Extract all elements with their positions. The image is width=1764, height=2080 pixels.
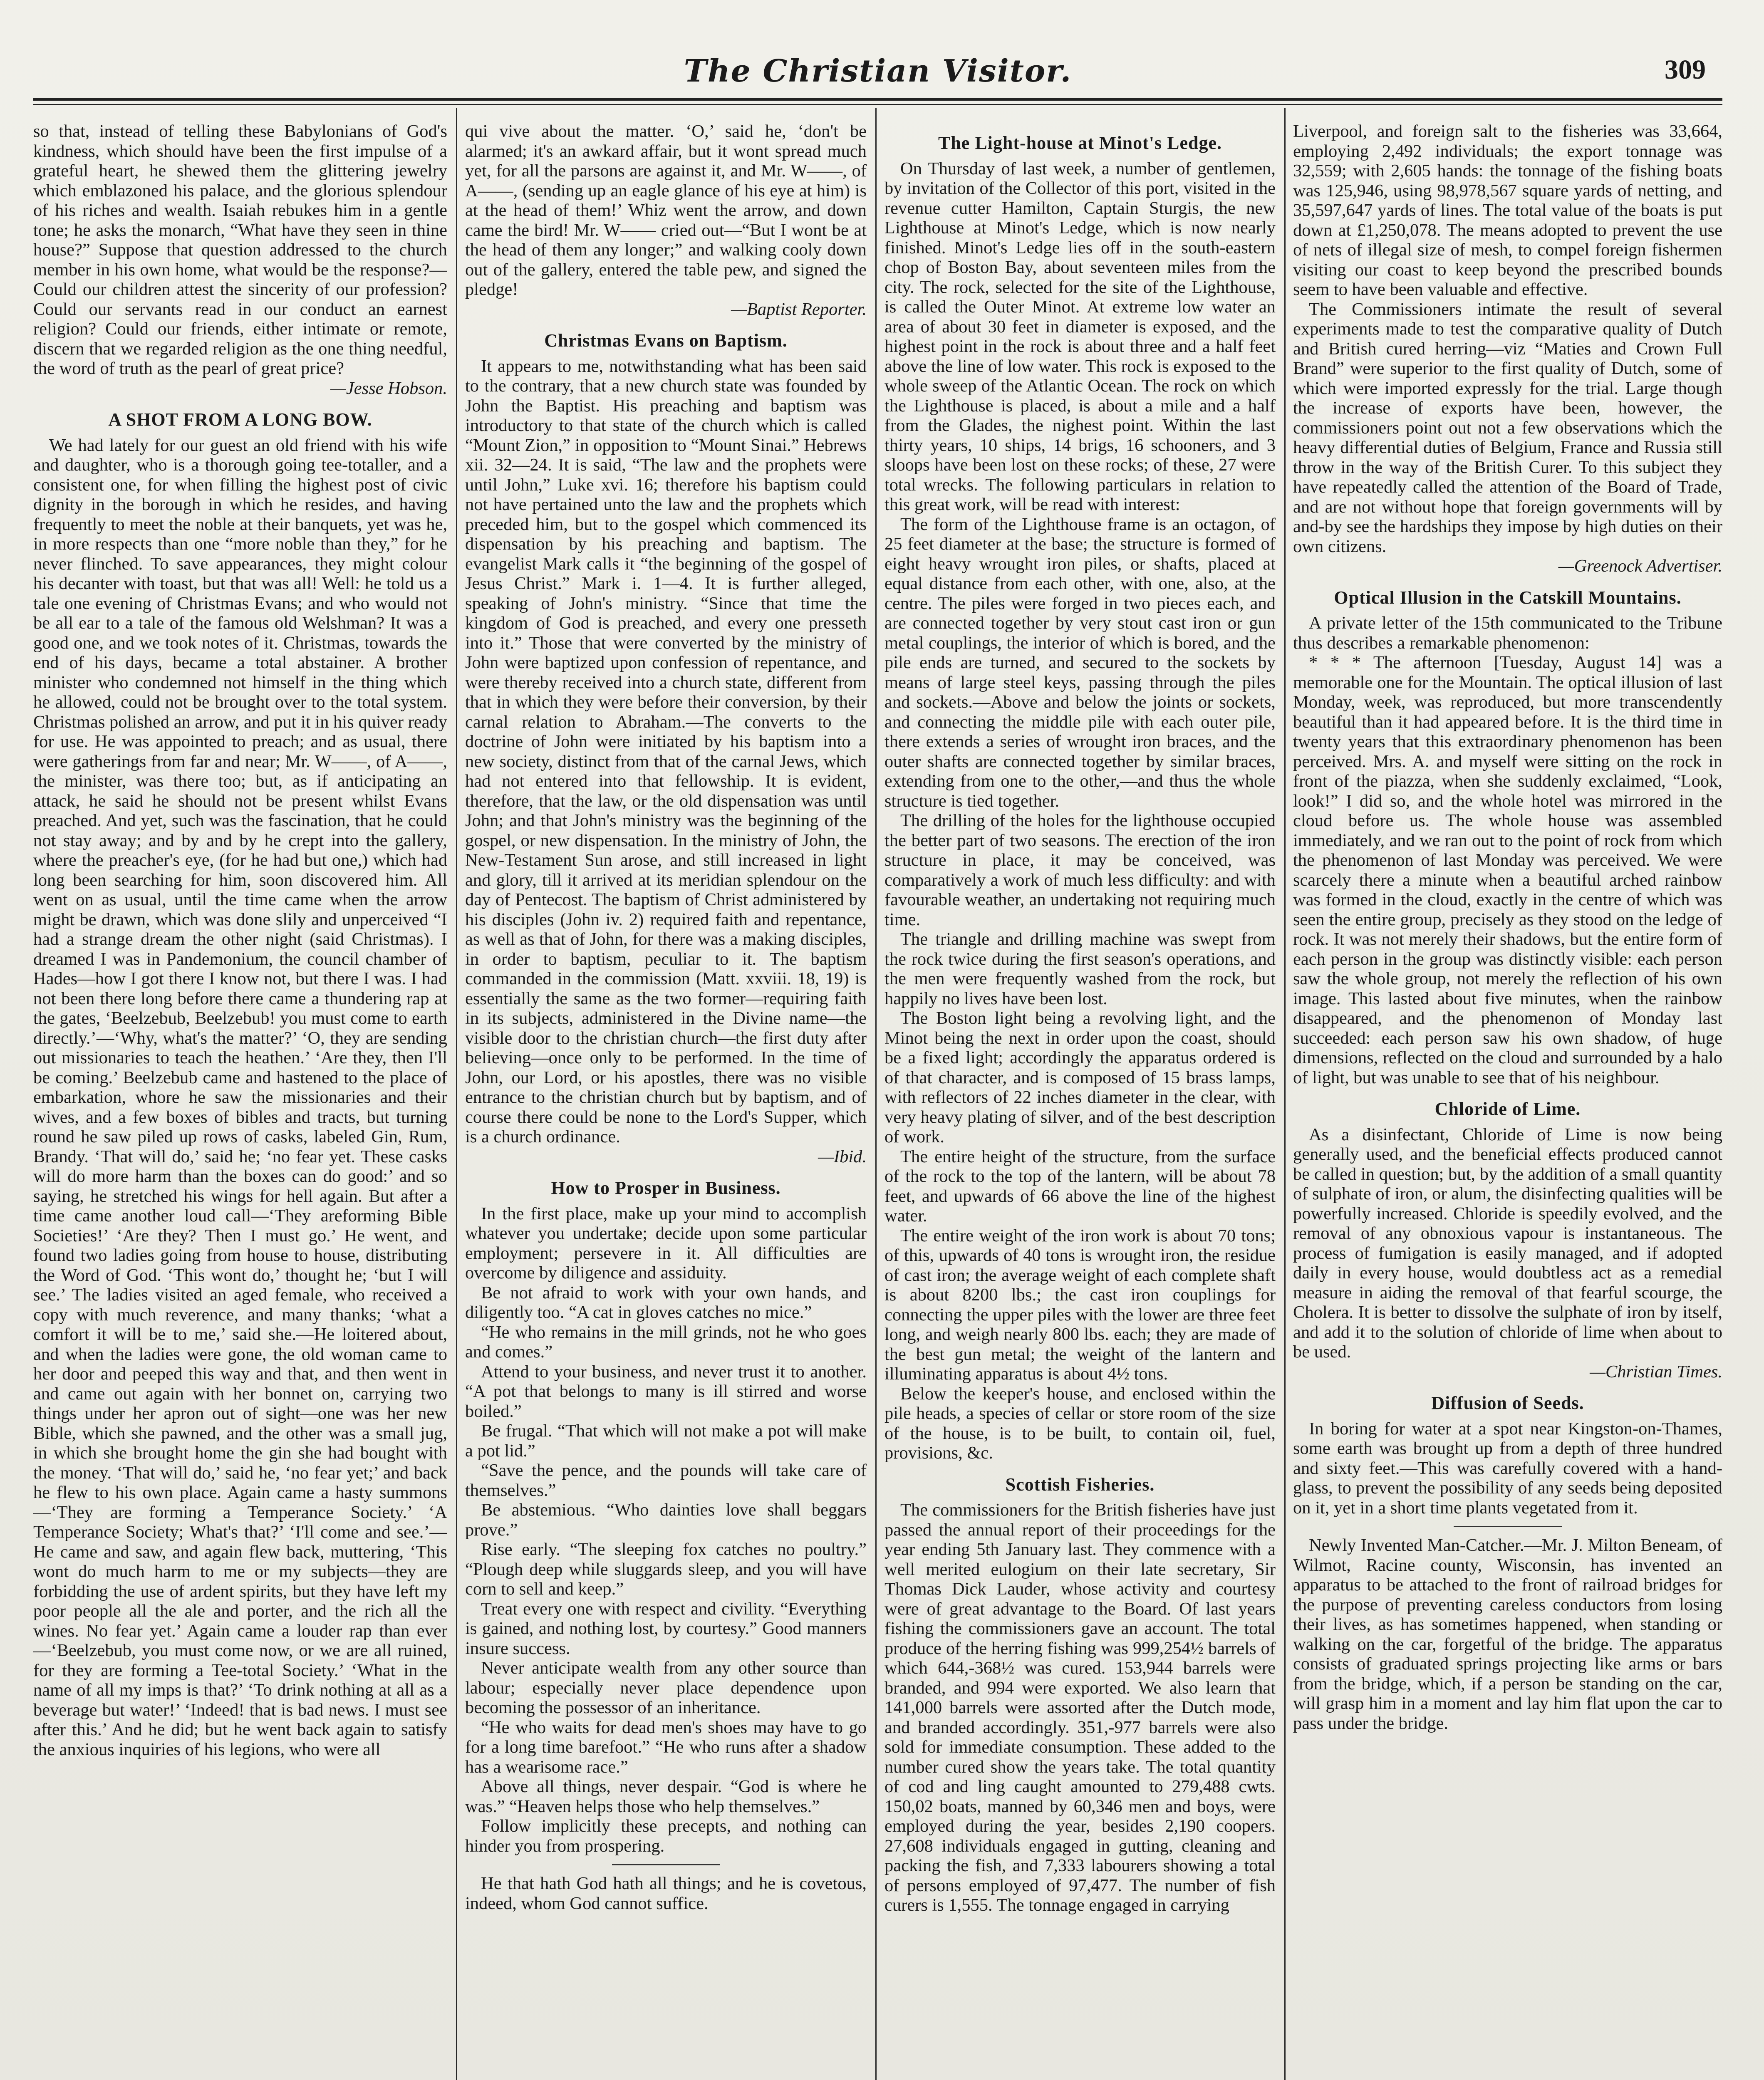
article-paragraph: We had lately for our guest an old friend with his wife and daughter, who is a thorough going tee-totaller, and a consistent one, for when filling the highest post of civic dignity in the borough in which he resides, and having frequently to meet the noble at their banquets, yet was he, in more respects than one “more noble than they,” for he never flinched. To save appearances, they might colour his decanter with toast, but that was all! Well: he told us a tale one evening of Christmas Evans; and who would not be all ear to a tale of the famous old Welshman? It was a good one, and we took notes of it. Christmas, towards the end of his days, became a total abstainer. A brother minister who condemned not himself in the thing which he allowed, could not be brought over to the total system. Christmas polished an arrow, and put it in his quiver ready for use. He was appointed to preach; and as usual, there were gatherings from far and near; Mr. W——, of A——, the minister, was there too; but, as if anticipating an attack, he said he should not be present whilst Evans preached. And yet, such was the fascination, that he could not stay away; and by and by he crept into the gallery, where the preacher's eye, (for he had but one,) which had long been searching for him, soon discovered him. All went on as usual, until the time came when the arrow might be drawn, which was done slily and unperceived “I had a strange dream the other night (said Christmas). I dreamed I was in Pandemonium, the council chamber of Hades—how I got there I know not, but there I was. I had not been there long before there came a thundering rap at the gates, ‘Beelzebub, Beelzebub! you must come to earth directly.’—‘Why, what's the matter?’ ‘O, they are sending out missionaries to teach the heathen.’ ‘Are they, then I'll be coming.’ Beelzebub came and hastened to the place of embarkation, whore he saw the missionaries and their wives, and a few boxes of bibles and tracts, but turning round he saw piled up rows of casks, labeled Gin, Rum, Brandy. ‘That will do,’ said he; ‘no fear yet. These casks will do more harm than the boxes can do good:’ and so saying, he stretched his wings for hell again. But after a time came another loud call—‘They areforming Bible Societies!’ ‘Are they? Then I must go.’ He went, and found two ladies going from house to house, distributing the Word of God. ‘This wont do,’ thought he; ‘but I will see.’ The ladies visited an aged female, who received a copy with much reverence, and many thanks; ‘what a comfort it will be to me,’ said she.—He loitered about, and when the ladies were gone, the old woman came to her door and peeped this way and that, and then went in and came out again with her bonnet on, carrying two things under her apron out of sight—one was her new Bible, which she pawned, and the other was a small jug, in which she brought home the gin she had bought with the money. ‘That will do,’ said he, ‘no fear yet;’ and back he flew to his own place. Again came a hasty summons—‘They are forming a Temperance Society.’ ‘A Temperance Society; What's that?’ ‘I'll come and see.’—He came and saw, and again flew back, muttering, ‘This wont do much harm to me or my subjects—they are forbidding the use of ardent spirits, but they have left my poor people all the ale and porter, and the rich all the wines. No fear yet.’ Again came a louder rap than ever—‘Beelzebub, you must come now, or we are all ruined, for they are forming a Tee-total Society.’ ‘What in the name of all my imps is that?’ ‘To drink nothing at all as a beverage but water!’ ‘Indeed! that is bad news. I must see after this.’ And he did; but he went back again to satisfy the anxious inquiries of his legions, who were all bbox=[33, 435, 447, 1759]
article-headline: How to Prosper in Business. bbox=[551, 1178, 781, 1198]
article-paragraph: In boring for water at a spot near Kingston-on-Thames, some earth was brought up from a depth of three hundred and sixty feet.—This was carefully covered with a hand-glass, to prevent the possibility of any seeds being deposited on it, yet in a short time plants vegetated from it. bbox=[1293, 1419, 1722, 1518]
section-divider bbox=[1454, 1526, 1562, 1527]
column-4 bbox=[1293, 121, 1722, 2080]
article-paragraph: Never anticipate wealth from any other source than labour; especially never place dependence upon becoming the possessor of an inheritance. bbox=[465, 1658, 867, 1717]
article-source: —Ibid. bbox=[818, 1146, 867, 1166]
article-paragraph: Above all things, never despair. “God is where he was.” “Heaven helps those who help themselves.” bbox=[465, 1777, 867, 1816]
article-headline: A SHOT FROM A LONG BOW. bbox=[108, 409, 372, 430]
article-source: —Baptist Reporter. bbox=[731, 299, 867, 319]
article-paragraph: so that, instead of telling these Babylonians of God's kindness, which should have been the first impulse of a grateful heart, he shewed them the glittering jewelry which emblazoned his palace, and the glorious splendour of his riches and wealth. Isaiah rebukes him in a gentle tone; he asks the monarch, “What have they seen in thine house?” Suppose that question addressed to the church member in his own home, what would be the response?—Could our children attest the sincerity of our profession? Could our servants read in our conduct an earnest religion? Could our friends, either intimate or remote, discern that we regarded religion as the one thing needful, the word of truth as the pearl of great price? bbox=[33, 121, 447, 378]
article-headline: The Light-house at Minot's Ledge. bbox=[938, 133, 1222, 153]
article-paragraph: The commissioners for the British fisheries have just passed the annual report of their proceedings for the year ending 5th January last. They commence with a well merited eulogium on their late secretary, Sir Thomas Dick Lauder, whose activity and courtesy were of great advantage to the Board. Of last years fishing the commissioners gave an account. The total produce of the herring fishing was 999,254½ barrels of which 644,-368½ was cured. 153,944 barrels were branded, and 994 were exported. We also learn that 141,000 barrels were assorted after the Dutch mode, and branded accordingly. 351,-977 barrels were also sold for immediate consumption. These added to the number cured show the years take. The total quantity of cod and ling caught amounted to 279,488 cwts. 150,02 boats, manned by 60,346 men and boys, were employed during the year, besides 2,190 coopers. 27,608 individuals engaged in gutting, cleaning and packing the fish, and 7,333 labourers showing a total of persons employed of 97,477. The number of fish curers is 1,555. The tonnage engaged in carrying bbox=[884, 1500, 1276, 1915]
column-divider bbox=[1284, 108, 1286, 2080]
article-paragraph: Be not afraid to work with your own hands, and diligently too. “A cat in gloves catches no mice.” bbox=[465, 1283, 867, 1322]
article-paragraph: The Commissioners intimate the result of several experiments made to test the comparative quality of Dutch and British cured herring—viz “Maties and Crown Full Brand” were superior to the first quality of Dutch, some of which were imported expressly for the trial. Large though the increase of exports have been, however, the commissioners point out not a few observations which the heavy differential duties of Belgium, France and Russia still throw in the way of the British Curer. To this subject they have repeatedly called the attention of the Board of Trade, and are not without hope that foreign governments will by and-by see the hardships they impose by high duties on their own citizens. bbox=[1293, 299, 1722, 556]
article-headline: Diffusion of Seeds. bbox=[1431, 1393, 1584, 1413]
article-paragraph: “He who remains in the mill grinds, not he who goes and comes.” bbox=[465, 1322, 867, 1362]
article-source: —Christian Times. bbox=[1590, 1362, 1722, 1382]
article-paragraph: Be abstemious. “Who dainties love shall beggars prove.” bbox=[465, 1500, 867, 1540]
column-2 bbox=[465, 121, 867, 2080]
column-divider bbox=[456, 108, 457, 2080]
article-paragraph: It appears to me, notwithstanding what has been said to the contrary, that a new church state was founded by John the Baptist. His preaching and baptism was introductory to that state of the church which is called “Mount Zion,” in opposition to “Mount Sinai.” Hebrews xii. 32—24. It is said, “The law and the prophets were until John,” Luke xvi. 16; therefore his baptism could not have pertained unto the law and the prophets which preceded him, but to the gospel which commenced its dispensation by his preaching and baptism. The evangelist Mark calls it “the beginning of the gospel of Jesus Christ.” Mark i. 1—4. It is further alleged, speaking of John's ministry. “Since that time the kingdom of God is preached, and every one presseth into it.” Those that were converted by the ministry of John were baptized upon confession of repentance, and were thereby received into a church state, different from that in which they were before their conversion, by their carnal relation to Abraham.—The converts to the doctrine of John were initiated by his baptism into a new society, distinct from that of the carnal Jews, which had not entered into that fellowship. It is evident, therefore, that the law, or the old dispensation was until John; and that John's ministry was the beginning of the gospel, or new dispensation. In the ministry of John, the New-Testament Sun arose, and still increased in light and glory, till it arrived at its meridian splendour on the day of Pentecost. The baptism of Christ administered by his disciples (John iv. 2) required faith and repentance, as well as that of John, for there was a making disciples, in order to baptism, peculiar to it. The baptism commanded in the commission (Matt. xxviii. 18, 19) is essentially the same as the two former—requiring faith in its subjects, administered in the Divine name—the visible door to the christian church—the first duty after believing—once only to be performed. In the time of John, our Lord, or his apostles, there was no visible entrance to the christian church but by baptism, and of course there could be none to the Lord's Supper, which is a church ordinance. bbox=[465, 356, 867, 1146]
header-rule-thin bbox=[33, 104, 1722, 105]
article-headline: Christmas Evans on Baptism. bbox=[544, 330, 788, 351]
masthead bbox=[33, 50, 1722, 96]
article-paragraph: The entire weight of the iron work is about 70 tons; of this, upwards of 40 tons is wrought iron, the residue of cast iron; the average weight of each complete shaft is about 8200 lbs.; the cast iron couplings for connecting the upper piles with the lower are three feet long, and weigh nearly 800 lbs. each; they are made of the best gun metal; the weight of the lantern and illuminating apparatus is about 4½ tons. bbox=[884, 1226, 1276, 1384]
article-paragraph: Treat every one with respect and civility. “Everything is gained, and nothing lost, by courtesy.” Good manners insure success. bbox=[465, 1599, 867, 1658]
article-paragraph: In the first place, make up your mind to accomplish whatever you undertake; decide upon some particular employment; persevere in it. All difficulties are overcome by diligence and assiduity. bbox=[465, 1203, 867, 1283]
article-paragraph: The Boston light being a revolving light, and the Minot being the next in order upon the coast, should be a fixed light; accordingly the apparatus ordered is of that character, and is composed of 15 brass lamps, with reflectors of 22 inches diameter in the clear, with very heavy plating of silver, and of the best description of work. bbox=[884, 1008, 1276, 1146]
column-3 bbox=[884, 121, 1276, 2080]
column-divider bbox=[875, 108, 877, 2080]
article-paragraph: “Save the pence, and the pounds will take care of themselves.” bbox=[465, 1461, 867, 1500]
article-paragraph: Liverpool, and foreign salt to the fisheries was 33,664, employing 2,492 individuals; the export tonnage was 32,559; with 2,605 hands: the tonnage of the fishing boats was 125,946, using 98,978,567 square yards of netting, and 35,597,647 yards of lines. The total value of the boats is put down at £1,250,078. The means adopted to prevent the use of nets of illegal size of mesh, to compel foreign fishermen visiting our coast to keep beyond the prescribed bounds seem to have been valuable and effective. bbox=[1293, 121, 1722, 299]
article-paragraph: “He who waits for dead men's shoes may have to go for a long time barefoot.” “He who runs after a shadow has a wearisome race.” bbox=[465, 1717, 867, 1777]
article-source: —Greenock Advertiser. bbox=[1558, 556, 1722, 576]
article-paragraph: Follow implicitly these precepts, and nothing can hinder you from prospering. bbox=[465, 1816, 867, 1856]
article-paragraph: The triangle and drilling machine was swept from the rock twice during the first season's operations, and the men were frequently washed from the rock, but happily no lives have been lost. bbox=[884, 929, 1276, 1008]
section-divider bbox=[612, 1864, 720, 1865]
article-paragraph: As a disinfectant, Chloride of Lime is now being generally used, and the beneficial effects produced cannot be called in question; but, by the addition of a small quantity of sulphate of iron, or alum, the disinfecting qualities will be powerfully increased. Chloride is speedily evolved, and the removal of any obnoxious vapour is instantaneous. The process of fumigation is easily managed, and if adopted daily in every house, would doubtless act as a remedial measure in aiding the removal of that fearful scourge, the Cholera. It is better to dissolve the sulphate of iron by itself, and add it to the solution of chloride of lime when about to be used. bbox=[1293, 1124, 1722, 1362]
article-paragraph: qui vive about the matter. ‘O,’ said he, ‘don't be alarmed; it's an awkard affair, but it wont spread much yet, for all the parsons are against it, and Mr. W——, of A——, (sending up an eagle glance of his eye at him) is at the head of them!’ Whiz went the arrow, and down came the bird! Mr. W—— cried out—“But I wont be at the head of them any longer;” and walking cooly down out of the gallery, entered the table pew, and signed the pledge! bbox=[465, 121, 867, 299]
header-rule-thick bbox=[33, 98, 1722, 101]
article-paragraph: Be frugal. “That which will not make a pot will make a pot lid.” bbox=[465, 1421, 867, 1461]
column-1 bbox=[33, 121, 447, 2080]
article-paragraph: He that hath God hath all things; and he is covetous, indeed, whom God cannot suffice. bbox=[465, 1874, 867, 1913]
page-number: 309 bbox=[1665, 54, 1706, 85]
article-headline: Scottish Fisheries. bbox=[1005, 1474, 1155, 1495]
article-paragraph: On Thursday of last week, a number of gentlemen, by invitation of the Collector of this port, visited in the revenue cutter Hamilton, Captain Sturgis, the new Lighthouse at Minot's Ledge, which is now nearly finished. Minot's Ledge lies off in the south-eastern chop of Boston Bay, about seventeen miles from the city. The rock, selected for the site of the Lighthouse, is called the Outer Minot. At extreme low water an area of about 30 feet in diameter is exposed, and the highest point in the rock is about three and a half feet above the line of low water. This rock is exposed to the whole sweep of the Atlantic Ocean. The rock on which the Lighthouse is placed, is about a mile and a half from the Glades, the nighest point. Within the last thirty years, 10 ships, 14 brigs, 16 schooners, and 3 sloops have been lost on these rocks; of these, 27 were total wrecks. The following particulars in relation to this great work, will be read with interest: bbox=[884, 158, 1276, 514]
article-paragraph: Below the keeper's house, and enclosed within the pile heads, a species of cellar or store room of the size of the house, is to be built, to contain oil, fuel, provisions, &c. bbox=[884, 1384, 1276, 1463]
article-paragraph: The entire height of the structure, from the surface of the rock to the top of the lantern, will be about 78 feet, and upwards of 66 above the line of the highest water. bbox=[884, 1146, 1276, 1226]
article-paragraph: A private letter of the 15th communicated to the Tribune thus describes a remarkable phenomenon: bbox=[1293, 613, 1722, 653]
article-paragraph: The drilling of the holes for the lighthouse occupied the better part of two seasons. The erection of the iron structure in place, it may be conceived, was comparatively a work of much less difficulty: and with favourable weather, an undertaking not requiring much time. bbox=[884, 811, 1276, 929]
article-headline: Chloride of Lime. bbox=[1434, 1099, 1581, 1119]
article-paragraph: Newly Invented Man-Catcher.—Mr. J. Milton Beneam, of Wilmot, Racine county, Wisconsin, has invented an apparatus to be attached to the front of railroad bridges for the purpose of preventing careless conductors from losing their lives, as has sometimes happened, when standing or walking on the car, forgetful of the bridge. The apparatus consists of graduated springs projecting like arms or bars from the bridge, which, if a person be standing on the car, will grasp him in a moment and lay him flat upon the car to pass under the bridge. bbox=[1293, 1535, 1722, 1733]
article-source: —Jesse Hobson. bbox=[330, 378, 447, 398]
newspaper-title: The Christian Visitor. bbox=[684, 53, 1072, 89]
article-headline: Optical Illusion in the Catskill Mountains. bbox=[1334, 587, 1682, 608]
article-paragraph: Attend to your business, and never trust it to another. “A pot that belongs to many is ill stirred and worse boiled.” bbox=[465, 1362, 867, 1421]
article-paragraph: * * * The afternoon [Tuesday, August 14] was a memorable one for the Mountain. The optical illusion of last Monday, week, was reproduced, but more transcendently beautiful than it had appeared before. It is the third time in twenty years that this extraordinary phenomenon has been perceived. Mrs. A. and myself were sitting on the rock in front of the piazza, when she suddenly exclaimed, “Look, look!” I did so, and the whole hotel was mirrored in the cloud before us. The whole house was assembled immediately, and we ran out to the point of rock from which the phenomenon of last Monday was perceived. We were scarcely there a minute when a beautiful arched rainbow was formed in the cloud, exactly in the centre of which was seen the entire group, precisely as they stood on the ledge of rock. It was not merely their shadows, but the entire form of each person in the group was distinctly visible: each person saw the whole group, not merely the reflection of his own image. This lasted about five minutes, when the rainbow disappeared, and the phenomenon of Monday last succeeded: each person saw his own shadow, of huge dimensions, reflected on the cloud and surrounded by a halo of light, but was unable to see that of his neighbour. bbox=[1293, 653, 1722, 1087]
article-paragraph: The form of the Lighthouse frame is an octagon, of 25 feet diameter at the base; the structure is formed of eight heavy wrought iron piles, or shafts, placed at equal distance from each other, with one, also, at the centre. The piles were forged in two pieces each, and are connected together by very stout cast iron or gun metal couplings, the interior of which is bored, and the pile ends are turned, and secured to the sockets by means of large steel keys, passing through the piles and sockets.—Above and below the joints or sockets, and connecting the middle pile with each outer pile, there extends a series of wrought iron braces, and the outer shafts are connected together by similar braces, extending from one to the other,—and thus the whole structure is tied together. bbox=[884, 514, 1276, 811]
article-paragraph: Rise early. “The sleeping fox catches no poultry.” “Plough deep while sluggards sleep, and you will have corn to sell and keep.” bbox=[465, 1540, 867, 1599]
